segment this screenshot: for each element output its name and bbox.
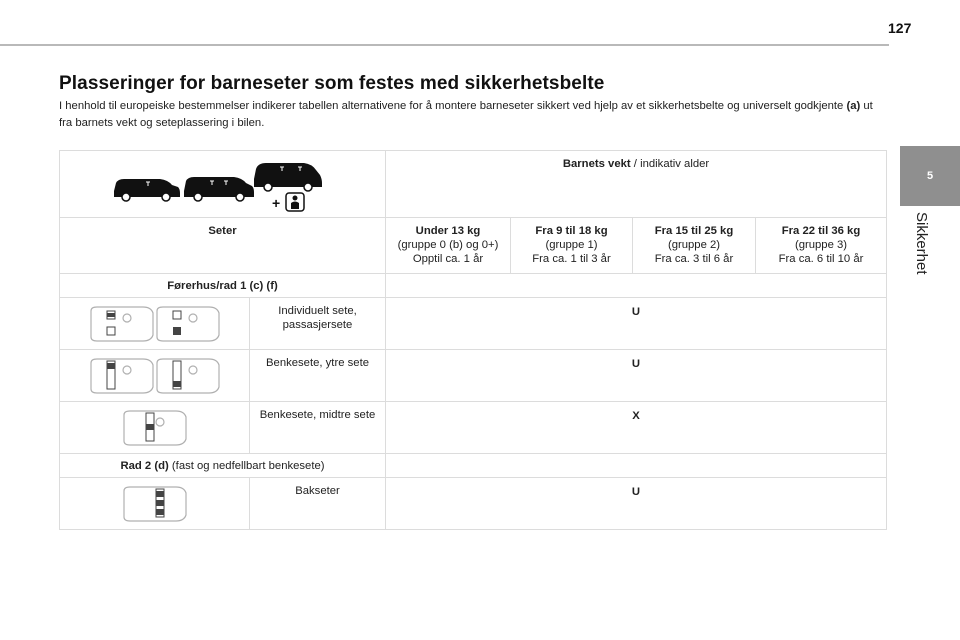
- seat-value: U: [386, 478, 887, 530]
- group-name: (gruppe 2): [667, 239, 721, 251]
- seat-plan-front-passenger-icon: [85, 303, 225, 345]
- plus-sign: +: [271, 195, 280, 211]
- seat-name: Benkesete, ytre sete: [250, 350, 386, 402]
- seat-name: Benkesete, midtre sete: [250, 402, 386, 454]
- group-0: [386, 218, 511, 274]
- seat-diagram-cell: [60, 402, 250, 454]
- seat-plan-rear-icon: [120, 483, 190, 525]
- group-name: (gruppe 1): [545, 239, 598, 251]
- group-1: [511, 218, 633, 274]
- intro-text-after: ut fra barnets vekt og seteplassering i bilen.: [59, 100, 873, 129]
- header-weight-bold: Barnets vekt: [562, 158, 631, 170]
- group-age: Fra ca. 1 til 3 år: [532, 253, 611, 265]
- group-weight: Fra 22 til 36 kg: [781, 225, 861, 237]
- chapter-number: 5: [926, 170, 934, 182]
- section-cab-row1: Førerhus/rad 1 (c) (f): [60, 274, 386, 298]
- seat-value: U: [386, 350, 887, 402]
- header-weight: [386, 151, 887, 218]
- intro-text-before: I henhold til europeiske bestemmelser indikerer tabellen alternativene for å montere barneseter sikkert ved hjelp av et sikkerhetsbelte og universelt godkjente: [59, 100, 847, 112]
- group-weight: Fra 9 til 18 kg: [535, 225, 608, 237]
- vehicle-icons-cell: [60, 151, 386, 218]
- section-row2-rest: (fast og nedfellbart benkesete): [168, 460, 325, 472]
- seat-name: Individuelt sete, passasjersete: [250, 298, 386, 350]
- chapter-tab[interactable]: [900, 146, 960, 206]
- section-filler: [386, 274, 887, 298]
- seat-value: U: [386, 298, 887, 350]
- group-2: [633, 218, 756, 274]
- child-seat-icon: [286, 193, 304, 211]
- group-weight: Fra 15 til 25 kg: [654, 225, 734, 237]
- seat-plan-bench-outer-icon: [85, 355, 225, 397]
- child-seat-table: [59, 150, 887, 530]
- chapter-label: Sikkerhet: [913, 212, 930, 275]
- page-title: Plasseringer for barneseter som festes med sikkerhetsbelte: [59, 73, 605, 94]
- group-name: (gruppe 0 (b) og 0+): [397, 239, 499, 251]
- group-age: Fra ca. 3 til 6 år: [654, 253, 734, 265]
- section-filler: [386, 454, 887, 478]
- seat-diagram-cell: [60, 298, 250, 350]
- seat-name: Bakseter: [250, 478, 386, 530]
- seat-diagram-cell: [60, 478, 250, 530]
- seat-value: X: [386, 402, 887, 454]
- header-rule: [0, 44, 889, 46]
- seat-diagram-cell: [60, 350, 250, 402]
- page-number: 127: [888, 20, 912, 36]
- intro-text: [59, 98, 879, 132]
- van-variants-icon: [108, 157, 338, 213]
- section-row2-bold: Rad 2 (d): [120, 460, 169, 472]
- seat-plan-bench-middle-icon: [120, 407, 190, 449]
- seats-label: Seter: [60, 218, 386, 274]
- group-weight: Under 13 kg: [415, 225, 481, 237]
- section-row2: [60, 454, 386, 478]
- group-name: (gruppe 3): [794, 239, 848, 251]
- header-weight-rest: / indikativ alder: [630, 158, 710, 170]
- group-age: Opptil ca. 1 år: [412, 253, 484, 265]
- group-age: Fra ca. 6 til 10 år: [778, 253, 864, 265]
- group-3: [756, 218, 887, 274]
- intro-ref: (a): [846, 100, 861, 112]
